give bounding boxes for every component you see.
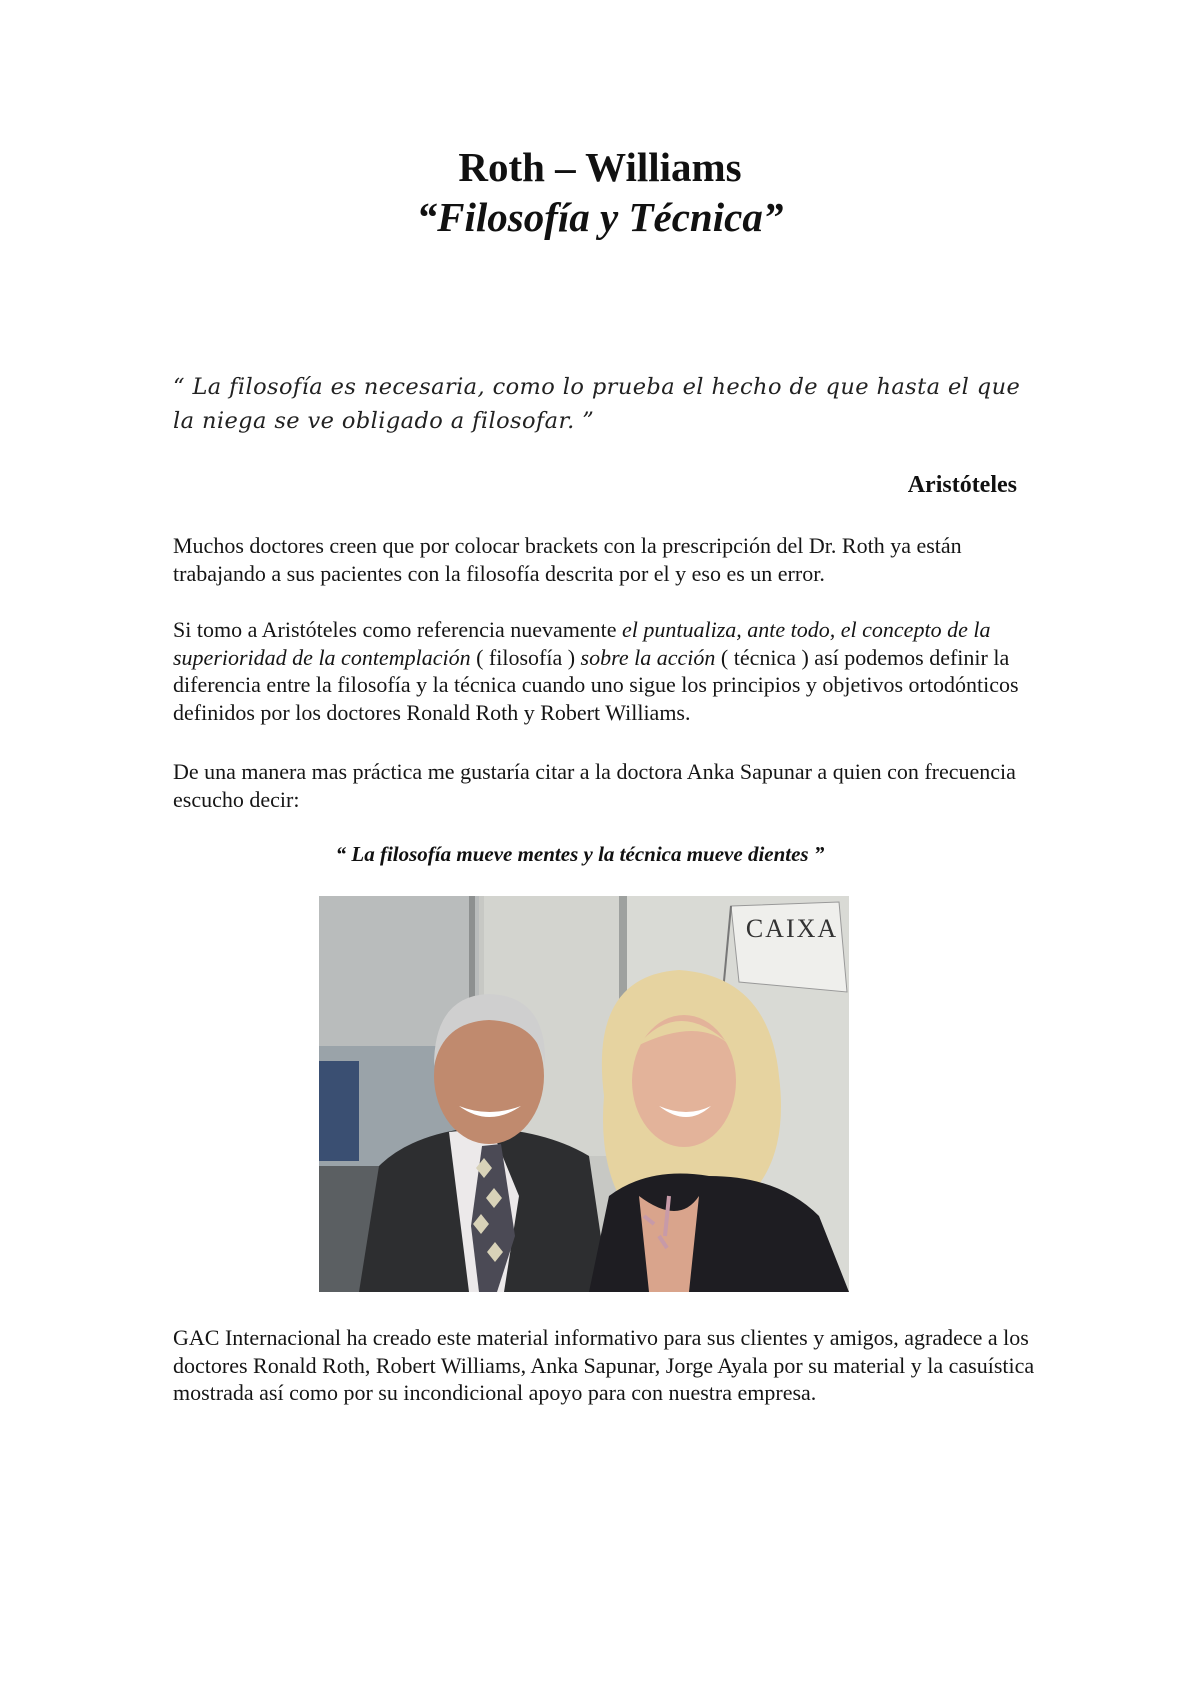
photo-illustration xyxy=(319,896,849,1292)
paragraph-closing: GAC Internacional ha creado este material informativo para sus clientes y amigos, agradece a los doctores Ronald Roth, Robert Williams, Anka Sapunar, Jorge Ayala por su material y la casuística mostrada así como por su incondicional apoyo para con nuestra empresa. xyxy=(173,1325,1035,1405)
photo-roth-sapunar xyxy=(319,896,849,1292)
paragraph-sapunar: De una manera mas práctica me gustaría citar a la doctora Anka Sapunar a quien con frecuencia escucho decir: xyxy=(173,759,1016,812)
paragraph-text: ( filosofía ) xyxy=(470,644,581,670)
paragraph-aristotle xyxy=(173,616,1053,726)
paragraph-emphasis: el puntualiza, ante todo, el concepto de la superioridad de la contemplación xyxy=(173,617,991,670)
paragraph-text: ( técnica ) así podemos definir la diferencia entre la filosofía y la técnica cuando uno sigue los principios y objetivos ortodónticos definidos por los doctores Ronald Roth y Robert Williams. xyxy=(173,644,1019,725)
epigraph-quote: “ La filosofía es necesaria, como lo prueba el hecho de que hasta el que la niega se ve obligado a filosofar. ” xyxy=(173,374,1021,434)
caixa-sign: CAIXA xyxy=(745,914,839,943)
paragraph-intro: Muchos doctores creen que por colocar brackets con la prescripción del Dr. Roth ya están trabajando a sus pacientes con la filosofía descrita por el y eso es un error. xyxy=(173,533,962,586)
epigraph-author: Aristóteles xyxy=(907,472,1017,498)
paragraph-emphasis: sobre la acción xyxy=(580,644,716,670)
title-block xyxy=(0,142,1200,242)
document-title: Roth – Williams xyxy=(458,144,742,190)
highlight-quote: “ La filosofía mueve mentes y la técnica mueve dientes ” xyxy=(335,842,825,866)
document-subtitle: “Filosofía y Técnica” xyxy=(416,194,784,240)
paragraph-text: Si tomo a Aristóteles como referencia nuevamente xyxy=(173,617,623,642)
